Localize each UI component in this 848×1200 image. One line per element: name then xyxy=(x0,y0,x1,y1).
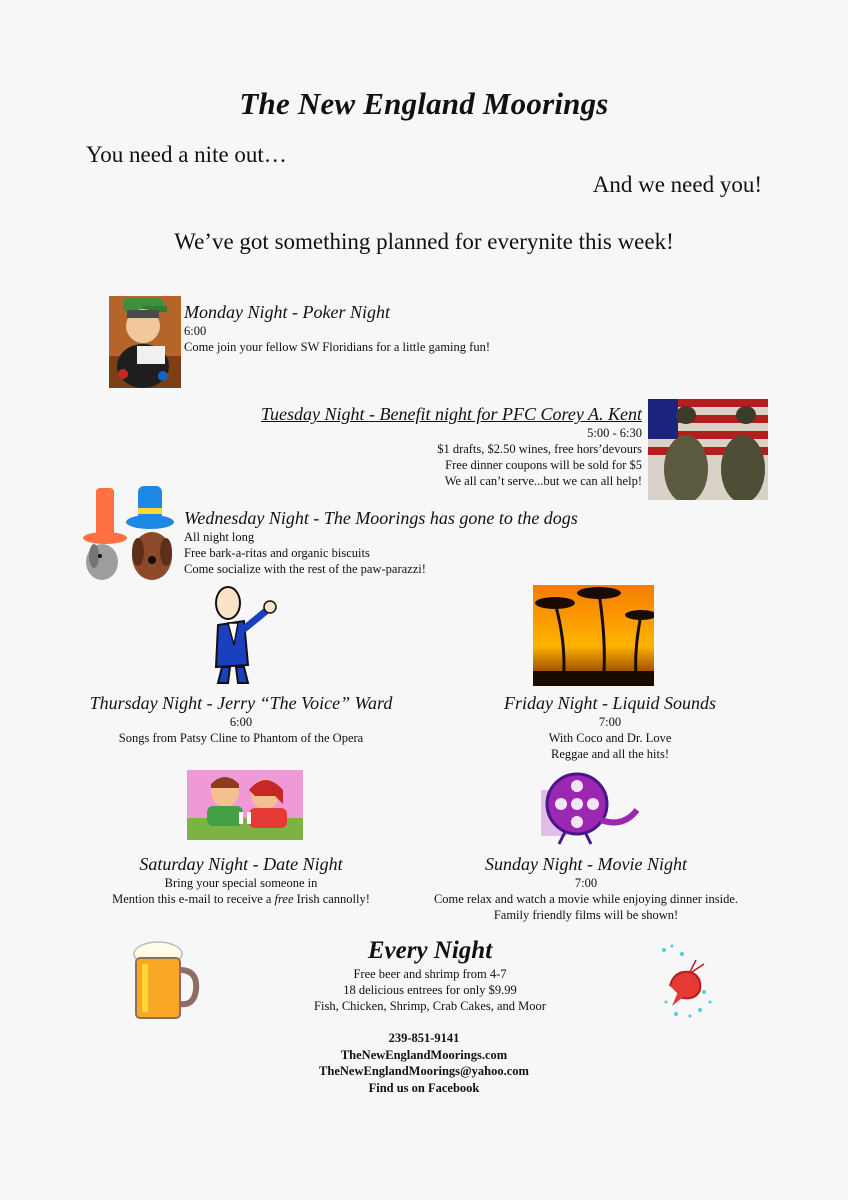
beer-mug-icon xyxy=(128,934,200,1024)
event-description: Reggae and all the hits! xyxy=(550,747,670,761)
event-thursday xyxy=(60,692,422,746)
website-link[interactable]: TheNewEnglandMoorings.com xyxy=(340,1047,508,1062)
every-night-line: Fish, Chicken, Shrimp, Crab Cakes, and Moor xyxy=(314,999,546,1013)
email-link[interactable]: TheNewEnglandMoorings@yahoo.com xyxy=(319,1064,529,1078)
event-description: Free dinner coupons will be sold for $5 xyxy=(445,458,642,472)
event-description: With Coco and Dr. Love xyxy=(548,731,672,745)
event-sunday xyxy=(400,853,772,923)
event-monday xyxy=(184,301,490,355)
tagline-right: And we need you! xyxy=(592,172,762,197)
event-time: All night long xyxy=(184,530,255,544)
soldiers-flag-photo xyxy=(648,399,768,500)
event-description: Come relax and watch a movie while enjoying dinner inside. xyxy=(433,892,739,906)
date-couple-icon xyxy=(187,770,303,840)
promo-prefix: Mention this e-mail to receive a xyxy=(112,892,275,906)
tagline-center: We’ve got something planned for everynite this week! xyxy=(174,229,674,254)
event-description: Come socialize with the rest of the paw-parazzi! xyxy=(184,562,426,576)
shrimp-icon xyxy=(656,942,716,1020)
event-title: Tuesday Night - Benefit night for PFC Corey A. Kent xyxy=(261,404,642,424)
tagline-left: You need a nite out… xyxy=(86,142,287,167)
every-night-line: 18 delicious entrees for only $9.99 xyxy=(343,983,517,997)
event-time: 7:00 xyxy=(574,876,598,890)
event-title: Sunday Night - Movie Night xyxy=(485,854,687,874)
contact-block xyxy=(250,1030,598,1096)
event-title: Monday Night - Poker Night xyxy=(184,302,390,322)
facebook-link[interactable]: Find us on Facebook xyxy=(368,1080,480,1095)
palm-sunset-photo xyxy=(533,585,654,686)
party-dogs-icon xyxy=(80,484,180,586)
event-time: 6:00 xyxy=(184,324,207,338)
event-description: Family friendly films will be shown! xyxy=(493,908,679,922)
event-title: Saturday Night - Date Night xyxy=(139,854,343,874)
event-title: Friday Night - Liquid Sounds xyxy=(503,693,716,713)
singer-icon xyxy=(204,585,280,687)
event-time: 5:00 - 6:30 xyxy=(587,426,642,440)
promo-suffix: Irish cannolly! xyxy=(293,892,370,906)
event-time: 7:00 xyxy=(598,715,622,729)
event-tuesday xyxy=(261,403,642,489)
poker-player-icon xyxy=(109,296,181,388)
film-reel-icon xyxy=(541,770,639,846)
promo-emphasis: free xyxy=(274,892,294,906)
every-night-line: Free beer and shrimp from 4-7 xyxy=(353,967,507,981)
event-title: Wednesday Night - The Moorings has gone to the dogs xyxy=(184,508,578,528)
every-night-title: Every Night xyxy=(367,937,493,964)
event-time: 6:00 xyxy=(229,715,253,729)
event-description: Bring your special someone in xyxy=(164,876,318,890)
phone-number: 239-851-9141 xyxy=(388,1031,460,1045)
event-description: Come join your fellow SW Floridians for a little gaming fun! xyxy=(184,340,490,354)
event-description: Free bark-a-ritas and organic biscuits xyxy=(184,546,370,560)
every-night-section xyxy=(250,936,610,1014)
event-title: Thursday Night - Jerry “The Voice” Ward xyxy=(89,693,393,713)
page-title: The New England Moorings xyxy=(239,86,609,121)
event-wednesday xyxy=(184,507,578,577)
event-saturday xyxy=(60,853,422,907)
event-description: Songs from Patsy Cline to Phantom of the Opera xyxy=(118,731,364,745)
event-friday xyxy=(440,692,780,762)
event-promo xyxy=(60,891,422,907)
event-description: $1 drafts, $2.50 wines, free hors’devours xyxy=(437,442,642,456)
event-description: We all can’t serve...but we can all help! xyxy=(444,474,642,488)
